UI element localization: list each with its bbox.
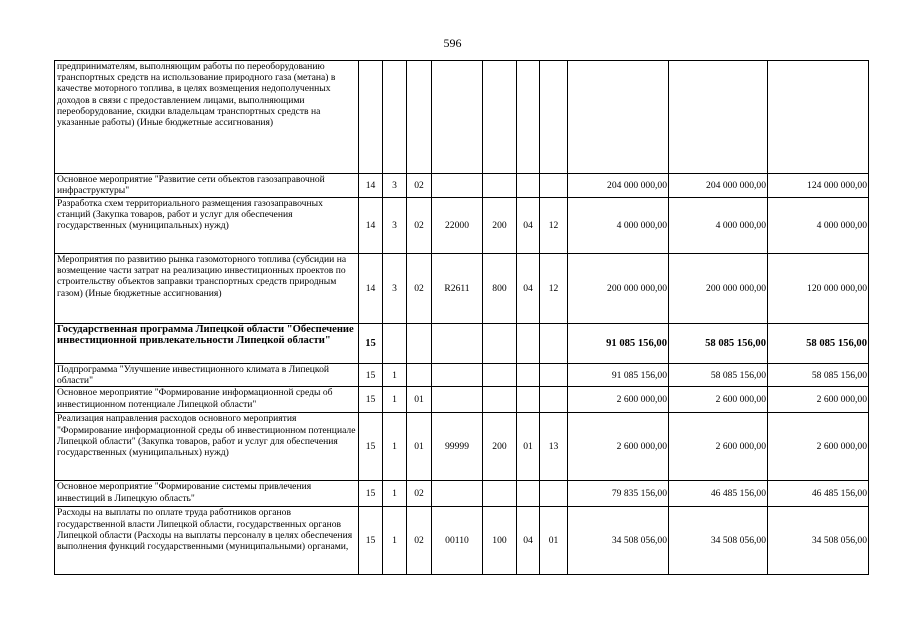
table-row: [55, 61, 869, 174]
code-subsection-cell: [540, 174, 568, 198]
row-name-cell: Основное мероприятие "Формирование информационной среды об инвестиционном потенциале Липецкой области": [55, 387, 359, 413]
amount-year-2-cell: 58 085 156,00: [669, 364, 768, 387]
code-expense-type-cell: 200: [483, 413, 517, 481]
code-subprogram-cell: 3: [383, 254, 407, 324]
code-expense-type-cell: 800: [483, 254, 517, 324]
amount-year-1-cell: 91 085 156,00: [568, 324, 669, 364]
code-subsection-cell: [540, 61, 568, 174]
amount-year-3-cell: 58 085 156,00: [768, 324, 869, 364]
code-expense-type-cell: 100: [483, 507, 517, 575]
row-name-cell: предпринимателям, выполняющим работы по переоборудованию транспортных средств на использование природного газа (метана) в качестве моторного топлива, в целях возмещения недополученных доходов в связи с предоставлением лицами, выполняющими переоборудование, скидки владельцам транспортных средств на указанные работы) (Иные бюджетные ассигнования): [55, 61, 359, 174]
table-row: [55, 174, 869, 198]
table-row: [55, 481, 869, 507]
table-row: [55, 198, 869, 254]
code-direction-cell: [432, 364, 483, 387]
code-expense-type-cell: [483, 481, 517, 507]
code-direction-cell: [432, 61, 483, 174]
code-admin-cell: 15: [359, 507, 383, 575]
code-direction-cell: [432, 174, 483, 198]
code-admin-cell: 14: [359, 174, 383, 198]
amount-year-1-cell: [568, 61, 669, 174]
code-measure-cell: [407, 324, 432, 364]
code-section-cell: 01: [517, 413, 540, 481]
amount-year-3-cell: [768, 61, 869, 174]
code-measure-cell: 02: [407, 198, 432, 254]
amount-year-1-cell: 2 600 000,00: [568, 413, 669, 481]
code-direction-cell: 99999: [432, 413, 483, 481]
code-admin-cell: 15: [359, 387, 383, 413]
amount-year-3-cell: 124 000 000,00: [768, 174, 869, 198]
code-measure-cell: 02: [407, 481, 432, 507]
row-name-cell: Реализация направления расходов основного мероприятия "Формирование информационной среды об инвестиционном потенциале Липецкой области" (Закупка товаров, работ и услуг для обеспечения государственных (муниципальных) нужд): [55, 413, 359, 481]
code-admin-cell: 15: [359, 364, 383, 387]
code-subsection-cell: 12: [540, 198, 568, 254]
table-body: [55, 61, 869, 575]
amount-year-1-cell: 204 000 000,00: [568, 174, 669, 198]
code-expense-type-cell: [483, 61, 517, 174]
amount-year-2-cell: 204 000 000,00: [669, 174, 768, 198]
amount-year-3-cell: 58 085 156,00: [768, 364, 869, 387]
code-expense-type-cell: [483, 174, 517, 198]
table-row: [55, 254, 869, 324]
code-expense-type-cell: [483, 387, 517, 413]
code-subsection-cell: [540, 364, 568, 387]
code-admin-cell: 15: [359, 481, 383, 507]
amount-year-2-cell: 58 085 156,00: [669, 324, 768, 364]
code-measure-cell: [407, 364, 432, 387]
code-direction-cell: [432, 324, 483, 364]
amount-year-1-cell: 2 600 000,00: [568, 387, 669, 413]
code-subsection-cell: 12: [540, 254, 568, 324]
table-row: [55, 364, 869, 387]
code-section-cell: 04: [517, 254, 540, 324]
code-section-cell: [517, 364, 540, 387]
code-subprogram-cell: 3: [383, 198, 407, 254]
code-direction-cell: 22000: [432, 198, 483, 254]
row-name-cell: Государственная программа Липецкой области "Обеспечение инвестиционной привлекательности Липецкой области": [55, 324, 359, 364]
code-section-cell: [517, 61, 540, 174]
table-row: [55, 324, 869, 364]
amount-year-1-cell: 34 508 056,00: [568, 507, 669, 575]
table-row: [55, 387, 869, 413]
code-measure-cell: 02: [407, 507, 432, 575]
code-subsection-cell: 01: [540, 507, 568, 575]
amount-year-2-cell: 4 000 000,00: [669, 198, 768, 254]
page-number: 596: [443, 36, 462, 50]
code-section-cell: 04: [517, 198, 540, 254]
code-subsection-cell: [540, 387, 568, 413]
row-name-cell: Подпрограмма "Улучшение инвестиционного климата в Липецкой области": [55, 364, 359, 387]
code-subprogram-cell: 3: [383, 174, 407, 198]
code-direction-cell: [432, 387, 483, 413]
row-name-cell: Расходы на выплаты по оплате труда работников органов государственной власти Липецкой области, государственных органов Липецкой области (Расходы на выплаты персоналу в целях обеспечения выполнения функций государственными (муниципальными) органами,: [55, 507, 359, 575]
amount-year-2-cell: 46 485 156,00: [669, 481, 768, 507]
amount-year-1-cell: 4 000 000,00: [568, 198, 669, 254]
amount-year-3-cell: 46 485 156,00: [768, 481, 869, 507]
code-expense-type-cell: [483, 364, 517, 387]
code-section-cell: [517, 174, 540, 198]
code-admin-cell: 15: [359, 413, 383, 481]
code-section-cell: [517, 481, 540, 507]
code-measure-cell: 01: [407, 413, 432, 481]
code-subprogram-cell: 1: [383, 364, 407, 387]
code-measure-cell: 02: [407, 174, 432, 198]
amount-year-1-cell: 91 085 156,00: [568, 364, 669, 387]
row-name-cell: Разработка схем территориального размещения газозаправочных станций (Закупка товаров, работ и услуг для обеспечения государственных (муниципальных) нужд): [55, 198, 359, 254]
row-name-cell: Основное мероприятие "Формирование системы привлечения инвестиций в Липецкую область": [55, 481, 359, 507]
code-subprogram-cell: 1: [383, 387, 407, 413]
code-direction-cell: [432, 481, 483, 507]
amount-year-2-cell: 200 000 000,00: [669, 254, 768, 324]
code-measure-cell: [407, 61, 432, 174]
code-expense-type-cell: [483, 324, 517, 364]
code-admin-cell: 14: [359, 198, 383, 254]
code-subsection-cell: [540, 481, 568, 507]
amount-year-3-cell: 4 000 000,00: [768, 198, 869, 254]
amount-year-2-cell: 2 600 000,00: [669, 413, 768, 481]
amount-year-1-cell: 200 000 000,00: [568, 254, 669, 324]
code-direction-cell: R2611: [432, 254, 483, 324]
amount-year-3-cell: 34 508 056,00: [768, 507, 869, 575]
code-subprogram-cell: 1: [383, 507, 407, 575]
code-direction-cell: 00110: [432, 507, 483, 575]
amount-year-3-cell: 2 600 000,00: [768, 387, 869, 413]
code-admin-cell: 14: [359, 254, 383, 324]
row-name-cell: Мероприятия по развитию рынка газомоторного топлива (субсидии на возмещение части затрат на реализацию инвестиционных проектов по строительству объектов заправки транспортных средств природным газом) (Иные бюджетные ассигнования): [55, 254, 359, 324]
code-subprogram-cell: 1: [383, 481, 407, 507]
code-admin-cell: 15: [359, 324, 383, 364]
code-measure-cell: 01: [407, 387, 432, 413]
code-subsection-cell: 13: [540, 413, 568, 481]
code-measure-cell: 02: [407, 254, 432, 324]
table-row: [55, 413, 869, 481]
code-section-cell: [517, 324, 540, 364]
code-section-cell: 04: [517, 507, 540, 575]
code-subsection-cell: [540, 324, 568, 364]
amount-year-2-cell: 34 508 056,00: [669, 507, 768, 575]
amount-year-2-cell: 2 600 000,00: [669, 387, 768, 413]
amount-year-3-cell: 120 000 000,00: [768, 254, 869, 324]
budget-table: [54, 60, 869, 575]
code-section-cell: [517, 387, 540, 413]
code-admin-cell: [359, 61, 383, 174]
amount-year-1-cell: 79 835 156,00: [568, 481, 669, 507]
row-name-cell: Основное мероприятие "Развитие сети объектов газозаправочной инфраструктуры": [55, 174, 359, 198]
code-subprogram-cell: [383, 61, 407, 174]
code-expense-type-cell: 200: [483, 198, 517, 254]
code-subprogram-cell: [383, 324, 407, 364]
amount-year-3-cell: 2 600 000,00: [768, 413, 869, 481]
table-row: [55, 507, 869, 575]
code-subprogram-cell: 1: [383, 413, 407, 481]
amount-year-2-cell: [669, 61, 768, 174]
